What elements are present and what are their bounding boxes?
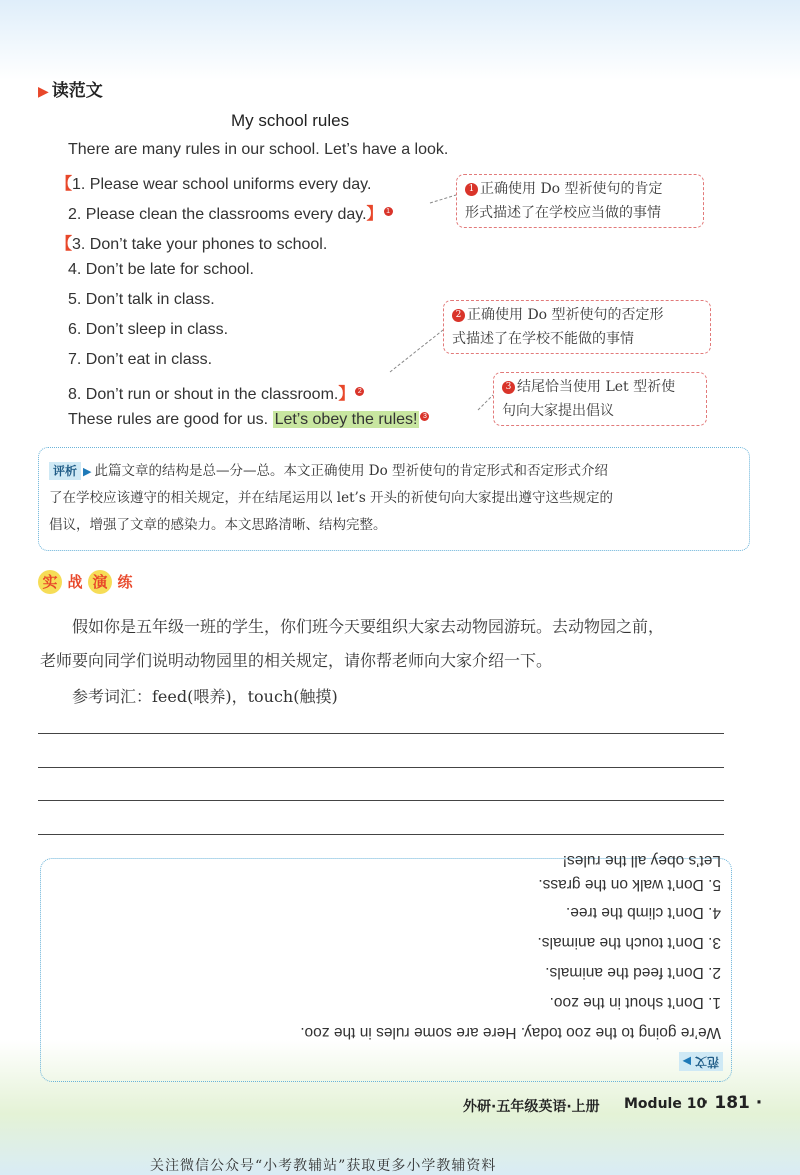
marker-1: 1 [384,207,393,216]
essay-title: My school rules [231,111,350,130]
essay-rule: 【3. Don’t take your phones to school. [56,236,328,253]
sample-line: 4. Don’t climb the tree. [565,904,721,921]
essay-rule: 4. Don’t be late for school. [68,261,254,278]
analysis-tag: 评析 [49,462,81,480]
writing-line[interactable] [38,800,724,801]
sample-line: 5. Don’t walk on the grass. [538,876,721,893]
task-line: 假如你是五年级一班的学生，你们班今天要组织大家去动物园游玩。去动物园之前， [72,617,665,636]
sample-essay-box-upside-down [40,852,732,1082]
essay-rule: 6. Don’t sleep in class. [68,321,229,338]
essay-rule: 5. Don’t talk in class. [68,291,215,308]
essay-rule: 8. Don’t run or shout in the classroom.】 2 [68,381,364,404]
triangle-icon: ▶ [38,84,49,100]
sample-line: 3. Don’t touch the animals. [537,934,721,951]
marker-1: 1 [465,183,478,196]
section-header: ▶ 读范文 [38,81,103,101]
essay-rule: 7. Don’t eat in class. [68,351,213,368]
annotation-note-2: 2 正确使用 Do 型祈使句的否定形 式描述了在学校不能做的事情 [443,300,711,354]
essay-rule: 2. Please clean the classrooms every day.】 1 [68,201,393,224]
marker-2: 2 [452,309,465,322]
essay-closing: These rules are good for us. Let’s obey the rules! 3 [68,411,429,429]
highlighted-sentence: Let’s obey the rules! [274,411,418,428]
triangle-icon: ▶ [682,1055,691,1068]
sample-line: We’re going to the zoo today. Here are some rules in the zoo. [300,1024,721,1041]
task-line: 老师要向同学们说明动物园里的相关规定，请你帮老师向大家介绍一下。 [40,651,553,670]
sample-line: 2. Don’t feed the animals. [545,964,721,981]
analysis-box: 评析 ▶ 此篇文章的结构是总—分—总。本文正确使用 Do 型祈使句的肯定形式和否定形式介绍 了在学校应该遵守的相关规定，并在结尾运用以 let’s 开头的祈使句向大家提出遵守这些规定的 倡议，增强了文章的感染力。本文思路清晰、结构完整。 [38,447,750,551]
writing-line[interactable] [38,733,724,734]
essay-intro: There are many rules in our school. Let’s have a look. [68,141,449,158]
watermark-text: 关注微信公众号“小考教辅站”获取更多小学教辅资料 [150,1158,497,1174]
marker-3: 3 [502,381,515,394]
sample-line: Let’s obey all the rules! [562,852,721,869]
bracket-open: 【 [56,176,73,193]
page-number: · 181 · [702,1093,763,1113]
writing-line[interactable] [38,767,724,768]
marker-2: 2 [355,387,364,396]
essay-rule: 【1. Please wear school uniforms every day. [56,176,372,193]
bracket-close: 】 [338,386,355,403]
vocab-hint: 参考词汇：feed(喂养)，touch(触摸) [72,687,338,706]
marker-3: 3 [420,412,429,421]
footer-module: Module 10 [624,1096,707,1112]
annotation-note-1: 1 正确使用 Do 型祈使句的肯定 形式描述了在学校应当做的事情 [456,174,704,228]
sample-line: 1. Don’t shout in the zoo. [549,994,721,1011]
bracket-open: 【 [56,236,73,253]
triangle-icon: ▶ [83,465,92,478]
writing-line[interactable] [38,834,724,835]
annotation-note-3: 3 结尾恰当使用 Let 型祈使 句向大家提出倡议 [493,372,707,426]
footer-book-title: 外研·五年级英语·上册 [463,1099,600,1115]
bracket-close: 】 [366,206,383,223]
practice-title: 实 战 演 练 [38,570,138,594]
sample-tag: 范文▶ [679,1052,723,1071]
